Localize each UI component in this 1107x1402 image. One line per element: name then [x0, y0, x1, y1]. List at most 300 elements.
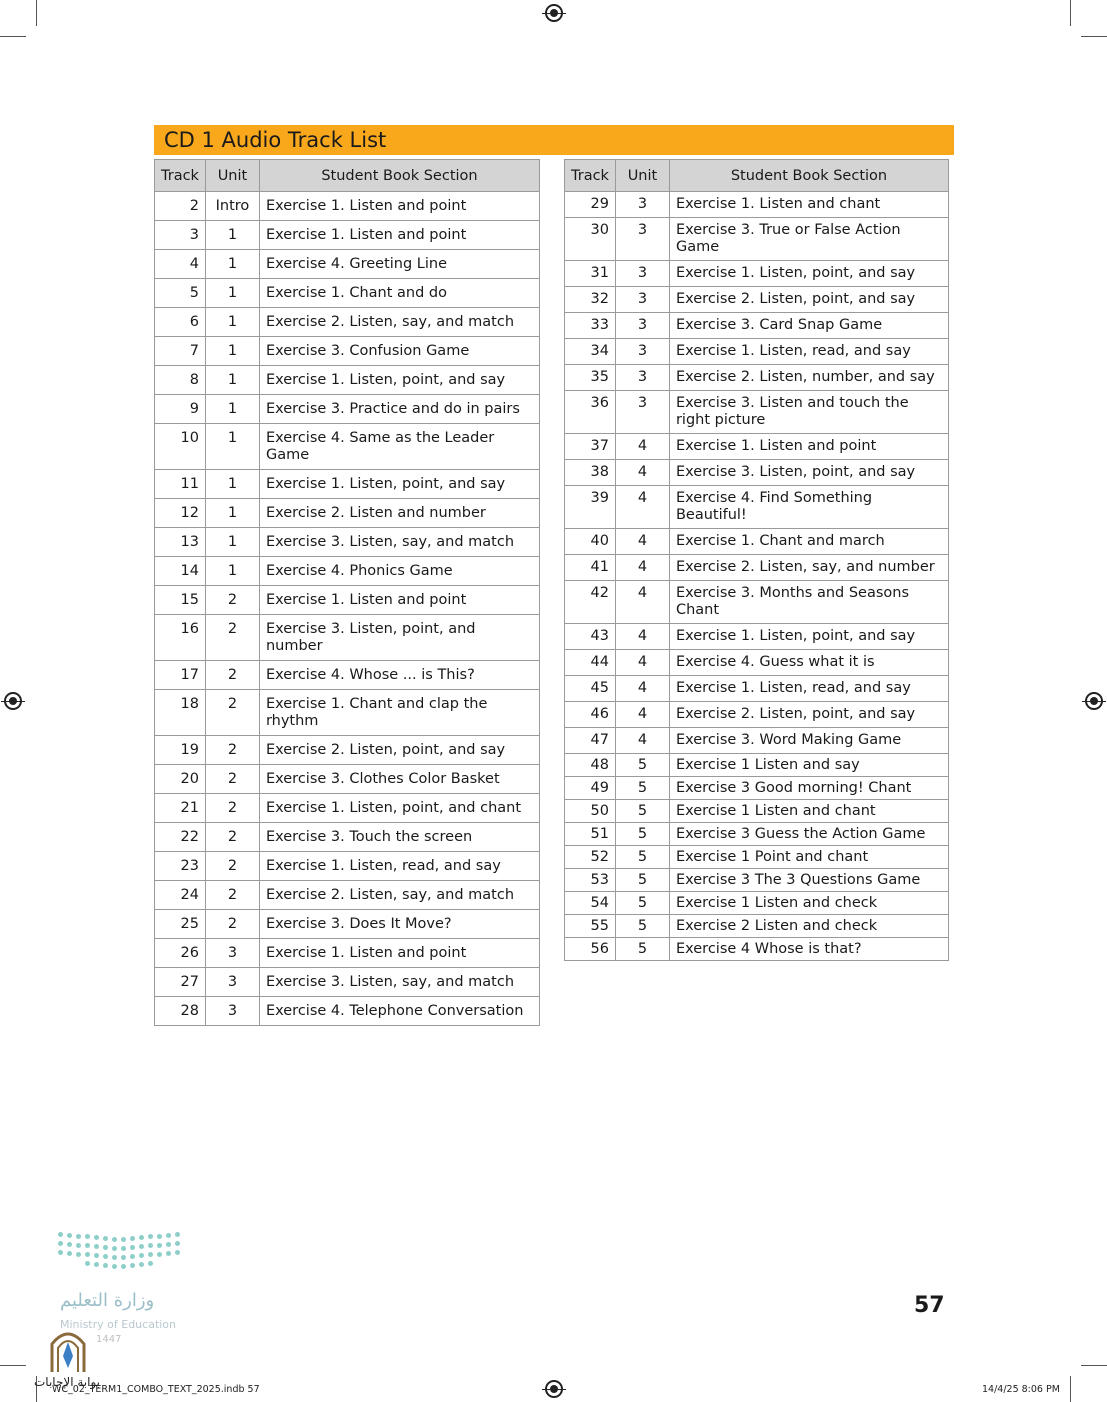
section-cell: Exercise 1. Listen, point, and say: [259, 366, 539, 395]
section-cell: Exercise 3. Months and Seasons Chant: [669, 581, 948, 624]
unit-cell: 2: [205, 661, 259, 690]
section-cell: Exercise 2. Listen, point, and say: [669, 287, 948, 313]
unit-cell: 3: [615, 365, 669, 391]
section-cell: Exercise 2. Listen, say, and match: [259, 881, 539, 910]
logo-dot: [94, 1253, 99, 1258]
unit-cell: 5: [615, 800, 669, 823]
unit-cell: 2: [205, 690, 259, 736]
section-cell: Exercise 1. Listen and point: [259, 192, 539, 221]
unit-cell: 4: [615, 728, 669, 754]
unit-cell: 2: [205, 615, 259, 661]
section-cell: Exercise 1. Chant and do: [259, 279, 539, 308]
table-row: [565, 313, 949, 339]
logo-dot: [139, 1253, 144, 1258]
table-body: [155, 192, 540, 1026]
logo-dot: [112, 1255, 117, 1260]
unit-cell: 3: [205, 997, 259, 1026]
logo-dot: [157, 1252, 162, 1257]
track-cell: 31: [565, 261, 616, 287]
unit-cell: 1: [205, 308, 259, 337]
section-cell: Exercise 2. Listen, say, and match: [259, 308, 539, 337]
logo-dot: [76, 1243, 81, 1248]
section-cell: Exercise 3. Word Making Game: [669, 728, 948, 754]
table-row: [565, 365, 949, 391]
track-cell: 24: [155, 881, 206, 910]
footer-file-name: WC_02_TERM1_COMBO_TEXT_2025.indb 57: [52, 1384, 260, 1395]
track-cell: 18: [155, 690, 206, 736]
track-cell: 40: [565, 529, 616, 555]
unit-cell: 3: [205, 939, 259, 968]
section-cell: Exercise 1. Listen, point, and chant: [259, 794, 539, 823]
table-row: [565, 555, 949, 581]
table-row: [155, 997, 540, 1026]
section-cell: Exercise 4. Phonics Game: [259, 557, 539, 586]
section-cell: Exercise 3 Guess the Action Game: [669, 823, 948, 846]
table-row: [155, 192, 540, 221]
section-cell: Exercise 4. Telephone Conversation: [259, 997, 539, 1026]
section-cell: Exercise 4. Greeting Line: [259, 250, 539, 279]
unit-cell: 2: [205, 794, 259, 823]
table-row: [155, 765, 540, 794]
unit-cell: 1: [205, 470, 259, 499]
track-table-left: [154, 159, 540, 1026]
section-cell: Exercise 4. Find Something Beautiful!: [669, 486, 948, 529]
page-number: 57: [914, 1293, 945, 1318]
track-cell: 8: [155, 366, 206, 395]
unit-cell: 1: [205, 337, 259, 366]
section-cell: Exercise 3. Confusion Game: [259, 337, 539, 366]
section-cell: Exercise 3. Listen, point, and say: [669, 460, 948, 486]
logo-dots-icon: [58, 1232, 188, 1276]
unit-cell: 2: [205, 881, 259, 910]
track-cell: 12: [155, 499, 206, 528]
section-cell: Exercise 2. Listen, point, and say: [259, 736, 539, 765]
table-row: [155, 939, 540, 968]
track-cell: 35: [565, 365, 616, 391]
track-cell: 25: [155, 910, 206, 939]
table-row: [565, 728, 949, 754]
registration-mark-icon: [545, 1380, 563, 1398]
track-cell: 48: [565, 754, 616, 777]
table-row: [155, 499, 540, 528]
table-row: [565, 218, 949, 261]
logo-dot: [103, 1245, 108, 1250]
table-row: [565, 261, 949, 287]
crop-mark: [1081, 36, 1107, 37]
section-cell: Exercise 1. Listen, point, and say: [259, 470, 539, 499]
unit-cell: 5: [615, 938, 669, 961]
unit-cell: 3: [615, 391, 669, 434]
track-cell: 13: [155, 528, 206, 557]
track-cell: 28: [155, 997, 206, 1026]
track-table-right: [564, 159, 949, 961]
logo-dot: [148, 1243, 153, 1248]
unit-cell: 1: [205, 557, 259, 586]
track-cell: 21: [155, 794, 206, 823]
crop-mark: [1081, 1365, 1107, 1366]
track-cell: 17: [155, 661, 206, 690]
unit-cell: 4: [615, 650, 669, 676]
table-row: [565, 676, 949, 702]
table-row: [565, 754, 949, 777]
track-cell: 54: [565, 892, 616, 915]
logo-dot: [175, 1250, 180, 1255]
unit-cell: 4: [615, 702, 669, 728]
track-cell: 36: [565, 391, 616, 434]
logo-dot: [121, 1255, 126, 1260]
logo-dot: [121, 1237, 126, 1242]
logo-dot: [121, 1246, 126, 1251]
section-cell: Exercise 2. Listen, point, and say: [669, 702, 948, 728]
section-cell: Exercise 1. Listen, point, and say: [669, 261, 948, 287]
unit-cell: 2: [205, 910, 259, 939]
unit-cell: 4: [615, 581, 669, 624]
logo-dot: [67, 1251, 72, 1256]
unit-cell: 2: [205, 765, 259, 794]
table-row: [565, 800, 949, 823]
ministry-name-english: Ministry of Education: [60, 1318, 177, 1331]
section-cell: Exercise 3. Listen, point, and number: [259, 615, 539, 661]
track-cell: 43: [565, 624, 616, 650]
track-cell: 39: [565, 486, 616, 529]
track-cell: 32: [565, 287, 616, 313]
table-row: [565, 391, 949, 434]
unit-cell: 1: [205, 395, 259, 424]
section-cell: Exercise 3. Clothes Color Basket: [259, 765, 539, 794]
table-row: [155, 881, 540, 910]
column-header-track: Track: [565, 160, 616, 192]
unit-cell: 5: [615, 846, 669, 869]
table-row: [565, 938, 949, 961]
table-row: [155, 661, 540, 690]
section-cell: Exercise 3. Listen, say, and match: [259, 968, 539, 997]
section-cell: Exercise 1 Listen and chant: [669, 800, 948, 823]
track-cell: 38: [565, 460, 616, 486]
section-cell: Exercise 1. Listen, read, and say: [259, 852, 539, 881]
ministry-logo: [58, 1232, 198, 1276]
table-row: [155, 424, 540, 470]
logo-dot: [85, 1234, 90, 1239]
unit-cell: 2: [205, 586, 259, 615]
track-cell: 19: [155, 736, 206, 765]
table-row: [155, 528, 540, 557]
column-header-section: Student Book Section: [259, 160, 539, 192]
section-cell: Exercise 1 Listen and check: [669, 892, 948, 915]
table-row: [565, 192, 949, 218]
table-row: [155, 395, 540, 424]
footer-date: 14/4/25 8:06 PM: [982, 1384, 1060, 1395]
table-row: [155, 221, 540, 250]
track-cell: 26: [155, 939, 206, 968]
registration-mark-icon: [1085, 692, 1103, 710]
registration-mark-icon: [4, 692, 22, 710]
section-cell: Exercise 1. Listen and chant: [669, 192, 948, 218]
section-cell: Exercise 3. Card Snap Game: [669, 313, 948, 339]
section-cell: Exercise 4. Same as the Leader Game: [259, 424, 539, 470]
unit-cell: 4: [615, 676, 669, 702]
table-row: [155, 470, 540, 499]
section-cell: Exercise 4. Whose ... is This?: [259, 661, 539, 690]
unit-cell: 4: [615, 529, 669, 555]
unit-cell: 5: [615, 915, 669, 938]
section-cell: Exercise 3 The 3 Questions Game: [669, 869, 948, 892]
table-row: [565, 777, 949, 800]
logo-dot: [103, 1236, 108, 1241]
logo-dot: [148, 1252, 153, 1257]
table-row: [565, 434, 949, 460]
track-cell: 34: [565, 339, 616, 365]
crop-mark: [36, 0, 37, 26]
column-header-track: Track: [155, 160, 206, 192]
unit-cell: 4: [615, 486, 669, 529]
unit-cell: 4: [615, 624, 669, 650]
unit-cell: 3: [615, 313, 669, 339]
unit-cell: 2: [205, 823, 259, 852]
section-cell: Exercise 3. Listen and touch the right picture: [669, 391, 948, 434]
logo-dot: [130, 1263, 135, 1268]
track-cell: 9: [155, 395, 206, 424]
track-cell: 33: [565, 313, 616, 339]
table-row: [565, 339, 949, 365]
track-cell: 56: [565, 938, 616, 961]
track-cell: 2: [155, 192, 206, 221]
logo-dot: [103, 1254, 108, 1259]
unit-cell: 2: [205, 736, 259, 765]
track-cell: 41: [565, 555, 616, 581]
unit-cell: 3: [615, 261, 669, 287]
section-cell: Exercise 1. Listen and point: [669, 434, 948, 460]
table-row: [155, 794, 540, 823]
crop-mark: [1070, 1376, 1071, 1402]
footer-arabic-label: بوابة الإجابات: [34, 1375, 101, 1389]
section-cell: Exercise 1. Listen and point: [259, 586, 539, 615]
track-cell: 52: [565, 846, 616, 869]
unit-cell: 1: [205, 366, 259, 395]
section-cell: Exercise 1. Chant and march: [669, 529, 948, 555]
section-cell: Exercise 1. Listen, point, and say: [669, 624, 948, 650]
logo-dot: [175, 1241, 180, 1246]
ministry-year: 1447: [96, 1334, 122, 1345]
unit-cell: Intro: [205, 192, 259, 221]
unit-cell: 4: [615, 434, 669, 460]
logo-dot: [67, 1242, 72, 1247]
unit-cell: 1: [205, 499, 259, 528]
table-row: [565, 823, 949, 846]
section-cell: Exercise 4. Guess what it is: [669, 650, 948, 676]
logo-dot: [94, 1262, 99, 1267]
table-row: [565, 624, 949, 650]
table-row: [565, 915, 949, 938]
table-row: [565, 486, 949, 529]
section-cell: Exercise 2 Listen and check: [669, 915, 948, 938]
table-row: [155, 968, 540, 997]
section-cell: Exercise 2. Listen, number, and say: [669, 365, 948, 391]
track-cell: 15: [155, 586, 206, 615]
section-cell: Exercise 3. Practice and do in pairs: [259, 395, 539, 424]
track-cell: 22: [155, 823, 206, 852]
unit-cell: 5: [615, 869, 669, 892]
logo-dot: [112, 1237, 117, 1242]
table-row: [155, 690, 540, 736]
logo-dot: [103, 1263, 108, 1268]
logo-dot: [121, 1264, 126, 1269]
table-row: [565, 287, 949, 313]
logo-dot: [58, 1241, 63, 1246]
track-cell: 50: [565, 800, 616, 823]
logo-dot: [76, 1252, 81, 1257]
table-row: [155, 250, 540, 279]
logo-dot: [94, 1235, 99, 1240]
logo-dot: [157, 1243, 162, 1248]
logo-dot: [112, 1264, 117, 1269]
table-row: [155, 308, 540, 337]
table-row: [155, 366, 540, 395]
table-row: [565, 460, 949, 486]
logo-dot: [130, 1236, 135, 1241]
section-cell: Exercise 1. Listen, read, and say: [669, 339, 948, 365]
table-row: [155, 852, 540, 881]
unit-cell: 4: [615, 460, 669, 486]
track-cell: 14: [155, 557, 206, 586]
track-cell: 20: [155, 765, 206, 794]
table-row: [155, 586, 540, 615]
table-header-row: [155, 160, 540, 192]
gate-logo-icon: [46, 1326, 90, 1374]
unit-cell: 5: [615, 777, 669, 800]
column-header-unit: Unit: [615, 160, 669, 192]
track-cell: 11: [155, 470, 206, 499]
track-cell: 53: [565, 869, 616, 892]
table-row: [565, 869, 949, 892]
section-cell: Exercise 1. Listen and point: [259, 939, 539, 968]
unit-cell: 3: [205, 968, 259, 997]
unit-cell: 4: [615, 555, 669, 581]
logo-dot: [85, 1252, 90, 1257]
logo-dot: [130, 1254, 135, 1259]
logo-dot: [85, 1261, 90, 1266]
column-header-section: Student Book Section: [669, 160, 948, 192]
track-cell: 6: [155, 308, 206, 337]
section-cell: Exercise 4 Whose is that?: [669, 938, 948, 961]
unit-cell: 3: [615, 287, 669, 313]
crop-mark: [1070, 0, 1071, 26]
track-cell: 30: [565, 218, 616, 261]
section-cell: Exercise 3. Does It Move?: [259, 910, 539, 939]
logo-dot: [76, 1234, 81, 1239]
unit-cell: 5: [615, 892, 669, 915]
track-cell: 23: [155, 852, 206, 881]
section-cell: Exercise 1. Listen and point: [259, 221, 539, 250]
unit-cell: 1: [205, 279, 259, 308]
track-cell: 51: [565, 823, 616, 846]
table-row: [155, 736, 540, 765]
table-row: [565, 529, 949, 555]
logo-dot: [94, 1244, 99, 1249]
logo-dot: [139, 1235, 144, 1240]
section-cell: Exercise 3. Touch the screen: [259, 823, 539, 852]
table-row: [565, 581, 949, 624]
crop-mark: [0, 36, 26, 37]
unit-cell: 2: [205, 852, 259, 881]
crop-mark: [0, 1365, 26, 1366]
registration-mark-icon: [545, 4, 563, 22]
unit-cell: 3: [615, 339, 669, 365]
logo-dot: [148, 1261, 153, 1266]
unit-cell: 1: [205, 250, 259, 279]
unit-cell: 1: [205, 424, 259, 470]
track-cell: 4: [155, 250, 206, 279]
section-cell: Exercise 2. Listen and number: [259, 499, 539, 528]
track-cell: 10: [155, 424, 206, 470]
logo-dot: [58, 1232, 63, 1237]
logo-dot: [166, 1251, 171, 1256]
logo-dot: [67, 1233, 72, 1238]
ministry-name-arabic: وزارة التعليم: [60, 1290, 155, 1311]
section-cell: Exercise 1. Chant and clap the rhythm: [259, 690, 539, 736]
logo-dot: [58, 1250, 63, 1255]
logo-dot: [166, 1233, 171, 1238]
section-cell: Exercise 1. Listen, read, and say: [669, 676, 948, 702]
section-cell: Exercise 3 Good morning! Chant: [669, 777, 948, 800]
track-cell: 45: [565, 676, 616, 702]
section-cell: Exercise 1 Point and chant: [669, 846, 948, 869]
section-cell: Exercise 3. Listen, say, and match: [259, 528, 539, 557]
logo-dot: [130, 1245, 135, 1250]
logo-dot: [112, 1246, 117, 1251]
section-cell: Exercise 3. True or False Action Game: [669, 218, 948, 261]
section-cell: Exercise 2. Listen, say, and number: [669, 555, 948, 581]
page-title: CD 1 Audio Track List: [154, 125, 954, 155]
unit-cell: 5: [615, 823, 669, 846]
logo-dot: [175, 1232, 180, 1237]
track-cell: 7: [155, 337, 206, 366]
column-header-unit: Unit: [205, 160, 259, 192]
table-row: [155, 279, 540, 308]
unit-cell: 3: [615, 218, 669, 261]
unit-cell: 3: [615, 192, 669, 218]
track-cell: 3: [155, 221, 206, 250]
logo-dot: [139, 1244, 144, 1249]
table-header-row: [565, 160, 949, 192]
table-row: [565, 846, 949, 869]
table-body: [565, 192, 949, 961]
table-row: [565, 702, 949, 728]
track-cell: 16: [155, 615, 206, 661]
table-row: [565, 650, 949, 676]
logo-dot: [148, 1234, 153, 1239]
track-cell: 5: [155, 279, 206, 308]
track-cell: 47: [565, 728, 616, 754]
track-cell: 29: [565, 192, 616, 218]
unit-cell: 1: [205, 221, 259, 250]
track-cell: 27: [155, 968, 206, 997]
track-cell: 37: [565, 434, 616, 460]
unit-cell: 5: [615, 754, 669, 777]
unit-cell: 1: [205, 528, 259, 557]
track-cell: 42: [565, 581, 616, 624]
logo-dot: [166, 1242, 171, 1247]
track-cell: 55: [565, 915, 616, 938]
section-cell: Exercise 1 Listen and say: [669, 754, 948, 777]
logo-dot: [139, 1262, 144, 1267]
logo-dot: [85, 1243, 90, 1248]
table-row: [155, 615, 540, 661]
table-row: [155, 337, 540, 366]
track-cell: 44: [565, 650, 616, 676]
table-row: [155, 823, 540, 852]
table-row: [155, 557, 540, 586]
table-row: [155, 910, 540, 939]
